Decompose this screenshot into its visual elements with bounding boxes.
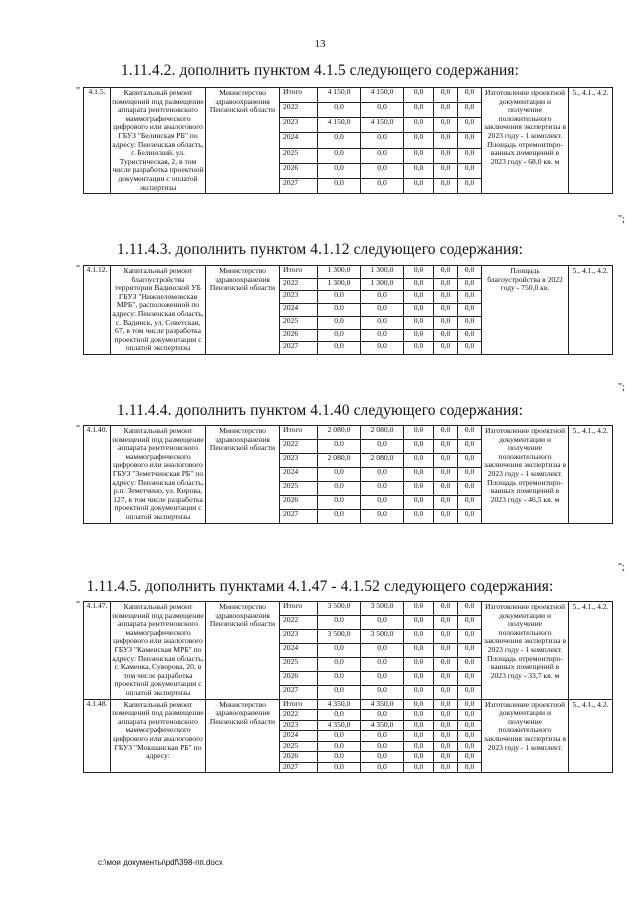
amount-cell: 0,0 <box>318 643 361 657</box>
amount-cell: 2 080,0 <box>361 426 404 440</box>
amount-cell: 0,0 <box>434 148 458 163</box>
table-body <box>84 88 613 194</box>
amount-cell: 0,0 <box>404 453 434 467</box>
amount-cell: 0,0 <box>361 342 404 355</box>
amount-cell: 0,0 <box>361 731 404 742</box>
amount-cell: 0,0 <box>404 602 434 616</box>
amount-cell: 0,0 <box>318 752 361 763</box>
amount-cell: 4 150,0 <box>318 88 361 103</box>
amount-cell: 0,0 <box>458 148 482 163</box>
amount-cell: 2 080,0 <box>318 426 361 440</box>
amount-cell: 0,0 <box>404 685 434 699</box>
amount-cell: 0,0 <box>404 163 434 178</box>
item-indicator-link: 5., 4.1., 4.2. <box>569 88 613 194</box>
amount-cell: 1 300,0 <box>361 278 404 291</box>
program-table <box>83 601 613 773</box>
amount-cell: 0,0 <box>458 291 482 304</box>
amount-cell: 0,0 <box>434 133 458 148</box>
amount-cell: 0,0 <box>361 148 404 163</box>
amount-cell: 0,0 <box>434 163 458 178</box>
amount-cell: 0,0 <box>434 762 458 773</box>
amount-cell: 0,0 <box>318 509 361 523</box>
amount-cell: 0,0 <box>458 178 482 193</box>
amount-cell: 0,0 <box>434 495 458 509</box>
amount-cell: 0,0 <box>361 762 404 773</box>
amount-cell: 0,0 <box>434 291 458 304</box>
amount-cell: 0,0 <box>458 615 482 629</box>
amount-cell: 0,0 <box>458 495 482 509</box>
amount-cell: 0,0 <box>458 342 482 355</box>
close-quote-mark: "; <box>618 562 625 573</box>
amount-cell: 0,0 <box>404 657 434 671</box>
amount-cell: 3 500,0 <box>361 629 404 643</box>
amount-cell: 0,0 <box>361 163 404 178</box>
item-indicator-link: 5., 4.1., 4.2. <box>569 602 613 700</box>
amount-cell: 0,0 <box>404 509 434 523</box>
year-cell: 2027 <box>280 178 318 193</box>
year-cell: 2025 <box>280 657 318 671</box>
amount-cell: 0,0 <box>318 657 361 671</box>
open-quote-mark: " <box>76 86 81 97</box>
amount-cell: 0,0 <box>404 133 434 148</box>
amount-cell: 0,0 <box>404 699 434 710</box>
amount-cell: 0,0 <box>404 643 434 657</box>
amount-cell: 0,0 <box>318 178 361 193</box>
close-quote-mark: "; <box>618 382 625 393</box>
item-code: 4.1.5. <box>84 88 111 194</box>
year-cell: 2025 <box>280 148 318 163</box>
amount-cell: 0,0 <box>404 439 434 453</box>
amount-cell: 0,0 <box>404 752 434 763</box>
year-cell: 2022 <box>280 278 318 291</box>
amount-cell: 0,0 <box>458 266 482 279</box>
table-body <box>84 426 613 524</box>
amount-cell: 0,0 <box>318 741 361 752</box>
year-cell: 2022 <box>280 439 318 453</box>
amount-cell: 0,0 <box>318 133 361 148</box>
section-heading: 1.11.4.4. дополнить пунктом 4.1.40 следующего содержания: <box>117 402 523 419</box>
year-cell: 2025 <box>280 316 318 329</box>
amount-cell: 0,0 <box>361 329 404 342</box>
amount-cell: 0,0 <box>318 615 361 629</box>
amount-cell: 0,0 <box>404 304 434 317</box>
amount-cell: 1 300,0 <box>318 266 361 279</box>
amount-cell: 0,0 <box>318 762 361 773</box>
amount-cell: 0,0 <box>318 710 361 721</box>
amount-cell: 4 350,0 <box>318 699 361 710</box>
amount-cell: 0,0 <box>361 615 404 629</box>
year-cell: 2023 <box>280 720 318 731</box>
amount-cell: 0,0 <box>404 720 434 731</box>
item-result: Изготовление проектной документации и получение положительного заключения экспертизы в 2023 году - 1 комплект. Площадь отремонтиро- ванных помещений в 2023 году - 33,7 кв. м <box>482 602 569 700</box>
amount-cell: 0,0 <box>434 602 458 616</box>
amount-cell: 0,0 <box>434 316 458 329</box>
amount-cell: 0,0 <box>404 629 434 643</box>
open-quote-mark: " <box>76 424 81 435</box>
table-row <box>84 602 613 616</box>
year-cell: 2026 <box>280 495 318 509</box>
item-result: Изготовление проектной документации и получение положительного заключения экспертизы в 2023 году - 1 комплект. Площадь отремонтиро- ванных помещений в 2023 году - 46,5 кв. м <box>482 426 569 524</box>
year-cell: 2026 <box>280 671 318 685</box>
year-cell: Итого <box>280 88 318 103</box>
amount-cell: 0,0 <box>318 481 361 495</box>
amount-cell: 0,0 <box>361 291 404 304</box>
amount-cell: 0,0 <box>458 741 482 752</box>
amount-cell: 0,0 <box>434 118 458 133</box>
item-executor: Министерство здравоохранения Пензенской области <box>206 88 280 194</box>
amount-cell: 0,0 <box>434 720 458 731</box>
amount-cell: 0,0 <box>404 731 434 742</box>
amount-cell: 0,0 <box>434 629 458 643</box>
amount-cell: 4 150,0 <box>361 88 404 103</box>
item-code: 4.1.12. <box>84 266 111 355</box>
amount-cell: 0,0 <box>318 495 361 509</box>
close-quote-mark: "; <box>618 214 625 225</box>
amount-cell: 0,0 <box>434 710 458 721</box>
amount-cell: 2 080,0 <box>361 453 404 467</box>
year-cell: 2027 <box>280 342 318 355</box>
year-cell: 2025 <box>280 741 318 752</box>
year-cell: 2024 <box>280 467 318 481</box>
amount-cell: 4 350,0 <box>361 720 404 731</box>
amount-cell: 0,0 <box>434 453 458 467</box>
open-quote-mark: " <box>76 600 81 611</box>
year-cell: 2027 <box>280 685 318 699</box>
amount-cell: 0,0 <box>458 329 482 342</box>
amount-cell: 0,0 <box>404 615 434 629</box>
amount-cell: 0,0 <box>318 342 361 355</box>
amount-cell: 0,0 <box>404 103 434 118</box>
year-cell: Итого <box>280 266 318 279</box>
amount-cell: 4 150,0 <box>361 118 404 133</box>
item-code: 4.1.47. <box>84 602 111 700</box>
program-table <box>83 425 613 524</box>
table-body <box>84 266 613 355</box>
amount-cell: 0,0 <box>361 509 404 523</box>
year-cell: 2024 <box>280 643 318 657</box>
amount-cell: 0,0 <box>458 163 482 178</box>
table-row <box>84 266 613 279</box>
amount-cell: 0,0 <box>434 699 458 710</box>
amount-cell: 0,0 <box>458 103 482 118</box>
item-description: Капитальный ремонт помещений под размещение аппарата рентгеновского маммографического цифрового или аналогового ГБУЗ "Каменская МРБ" по адресу: Пензенская область, г. Каменка, Суворова, 20, в том числе разработка проектной документации с оплатой экспертизы <box>111 602 206 700</box>
section-heading: 1.11.4.5. дополнить пунктами 4.1.47 - 4.1.52 следующего содержания: <box>86 578 554 595</box>
amount-cell: 0,0 <box>404 710 434 721</box>
amount-cell: 0,0 <box>434 657 458 671</box>
year-cell: 2022 <box>280 710 318 721</box>
amount-cell: 0,0 <box>318 671 361 685</box>
amount-cell: 0,0 <box>458 720 482 731</box>
year-cell: 2026 <box>280 163 318 178</box>
item-description: Капитальный ремонт помещений под размещение аппарата рентгеновского маммографического цифрового или аналогового ГБУЗ "Белинская РБ" по адресу: Пензенская область, г. Белинский, ул. Туристическая, 2, в том числе разработка проектной документации с оплатой экспертизы <box>111 88 206 194</box>
year-cell: 2023 <box>280 291 318 304</box>
item-code: 4.1.48. <box>84 699 111 773</box>
program-table <box>83 265 613 355</box>
item-code: 4.1.40. <box>84 426 111 524</box>
year-cell: 2023 <box>280 629 318 643</box>
amount-cell: 0,0 <box>434 752 458 763</box>
amount-cell: 0,0 <box>458 481 482 495</box>
year-cell: 2026 <box>280 752 318 763</box>
amount-cell: 0,0 <box>458 133 482 148</box>
amount-cell: 0,0 <box>318 316 361 329</box>
amount-cell: 0,0 <box>458 602 482 616</box>
item-description: Капитальный ремонт благоустройства территории Вадинской УБ ГБУЗ "Нижнеломовская МРБ", расположенной по адресу: Пензенская область, с. Вадинск, ул. Советская, 67, в том числе разработка проектной документации с оплатой экспертизы <box>111 266 206 355</box>
open-quote-mark: " <box>76 264 81 275</box>
amount-cell: 0,0 <box>458 699 482 710</box>
amount-cell: 0,0 <box>361 304 404 317</box>
amount-cell: 0,0 <box>434 685 458 699</box>
amount-cell: 0,0 <box>434 615 458 629</box>
amount-cell: 0,0 <box>318 304 361 317</box>
footer-file-path: c:\мои документы\pdf\398-пп.docx <box>98 858 223 867</box>
year-cell: 2022 <box>280 103 318 118</box>
amount-cell: 0,0 <box>458 752 482 763</box>
amount-cell: 0,0 <box>361 316 404 329</box>
amount-cell: 0,0 <box>361 671 404 685</box>
amount-cell: 2 080,0 <box>318 453 361 467</box>
page-number: 13 <box>314 38 326 50</box>
item-result: Изготовление проектной документации и получение положительного заключения экспертизы в 2023 году - 1 комплект. <box>482 699 569 773</box>
amount-cell: 0,0 <box>361 439 404 453</box>
year-cell: 2024 <box>280 304 318 317</box>
amount-cell: 0,0 <box>361 657 404 671</box>
amount-cell: 0,0 <box>404 671 434 685</box>
amount-cell: 0,0 <box>434 731 458 742</box>
amount-cell: 0,0 <box>434 342 458 355</box>
amount-cell: 0,0 <box>404 266 434 279</box>
amount-cell: 0,0 <box>361 481 404 495</box>
amount-cell: 0,0 <box>458 731 482 742</box>
amount-cell: 0,0 <box>458 88 482 103</box>
amount-cell: 0,0 <box>458 629 482 643</box>
amount-cell: 0,0 <box>361 495 404 509</box>
amount-cell: 0,0 <box>361 752 404 763</box>
year-cell: 2027 <box>280 509 318 523</box>
amount-cell: 0,0 <box>404 342 434 355</box>
amount-cell: 3 500,0 <box>318 629 361 643</box>
amount-cell: 0,0 <box>318 685 361 699</box>
amount-cell: 0,0 <box>458 278 482 291</box>
amount-cell: 4 350,0 <box>361 699 404 710</box>
amount-cell: 0,0 <box>361 133 404 148</box>
amount-cell: 0,0 <box>434 671 458 685</box>
year-cell: 2023 <box>280 453 318 467</box>
amount-cell: 0,0 <box>458 657 482 671</box>
year-cell: 2024 <box>280 133 318 148</box>
amount-cell: 0,0 <box>434 643 458 657</box>
amount-cell: 0,0 <box>458 439 482 453</box>
year-cell: 2022 <box>280 615 318 629</box>
amount-cell: 0,0 <box>404 118 434 133</box>
amount-cell: 0,0 <box>434 439 458 453</box>
amount-cell: 0,0 <box>404 88 434 103</box>
amount-cell: 0,0 <box>458 509 482 523</box>
table-body <box>84 602 613 773</box>
amount-cell: 0,0 <box>434 329 458 342</box>
amount-cell: 0,0 <box>361 103 404 118</box>
amount-cell: 0,0 <box>404 495 434 509</box>
year-cell: 2024 <box>280 731 318 742</box>
year-cell: Итого <box>280 699 318 710</box>
table-row <box>84 88 613 103</box>
item-result: Изготовление проектной документации и получение положительного заключения экспертизы в 2023 году - 1 комплект. Площадь отремонтиро- ванных помещений в 2023 году - 68,0 кв. м <box>482 88 569 194</box>
amount-cell: 3 500,0 <box>361 602 404 616</box>
amount-cell: 4 350,0 <box>318 720 361 731</box>
amount-cell: 0,0 <box>458 118 482 133</box>
amount-cell: 0,0 <box>458 685 482 699</box>
year-cell: Итого <box>280 602 318 616</box>
amount-cell: 3 500,0 <box>318 602 361 616</box>
amount-cell: 0,0 <box>458 467 482 481</box>
amount-cell: 0,0 <box>318 329 361 342</box>
amount-cell: 0,0 <box>434 278 458 291</box>
amount-cell: 0,0 <box>434 266 458 279</box>
amount-cell: 0,0 <box>404 178 434 193</box>
amount-cell: 0,0 <box>434 741 458 752</box>
amount-cell: 0,0 <box>404 741 434 752</box>
amount-cell: 0,0 <box>318 163 361 178</box>
item-executor: Министерство здравоохранения Пензенской области <box>206 699 280 773</box>
amount-cell: 0,0 <box>458 643 482 657</box>
amount-cell: 0,0 <box>318 731 361 742</box>
amount-cell: 0,0 <box>458 304 482 317</box>
amount-cell: 0,0 <box>404 762 434 773</box>
year-cell: 2026 <box>280 329 318 342</box>
amount-cell: 0,0 <box>318 467 361 481</box>
amount-cell: 0,0 <box>361 710 404 721</box>
program-table <box>83 87 613 194</box>
amount-cell: 0,0 <box>434 467 458 481</box>
item-description: Капитальный ремонт помещений под размещение аппарата рентгеновского маммографического цифрового или аналогового ГБУЗ "Земетчинская РБ" по адресу: Пензенская область, р.п. Земетчино, ул. Кирова, 127, в том числе разработка проектной документации с оплатой экспертизы <box>111 426 206 524</box>
amount-cell: 0,0 <box>458 710 482 721</box>
amount-cell: 0,0 <box>458 453 482 467</box>
year-cell: 2023 <box>280 118 318 133</box>
amount-cell: 0,0 <box>361 467 404 481</box>
amount-cell: 4 150,0 <box>318 118 361 133</box>
amount-cell: 0,0 <box>434 88 458 103</box>
amount-cell: 0,0 <box>434 304 458 317</box>
amount-cell: 0,0 <box>404 148 434 163</box>
amount-cell: 0,0 <box>404 291 434 304</box>
amount-cell: 0,0 <box>404 316 434 329</box>
item-executor: Министерство здравоохранения Пензенской области <box>206 426 280 524</box>
item-indicator-link: 5., 4.1., 4.2. <box>569 426 613 524</box>
table-row <box>84 426 613 440</box>
amount-cell: 0,0 <box>404 278 434 291</box>
year-cell: 2027 <box>280 762 318 773</box>
amount-cell: 0,0 <box>404 481 434 495</box>
amount-cell: 0,0 <box>458 762 482 773</box>
item-executor: Министерство здравоохранения Пензенской области <box>206 602 280 700</box>
amount-cell: 0,0 <box>434 103 458 118</box>
amount-cell: 0,0 <box>361 685 404 699</box>
amount-cell: 0,0 <box>318 103 361 118</box>
amount-cell: 0,0 <box>434 509 458 523</box>
amount-cell: 0,0 <box>458 316 482 329</box>
year-cell: Итого <box>280 426 318 440</box>
item-indicator-link: 5., 4.1., 4.2. <box>569 699 613 773</box>
amount-cell: 0,0 <box>318 439 361 453</box>
item-result: Площадь благоустройства в 2022 году - 750,0 кв. <box>482 266 569 355</box>
amount-cell: 0,0 <box>361 643 404 657</box>
item-indicator-link: 5., 4.1., 4.2. <box>569 266 613 355</box>
amount-cell: 0,0 <box>404 329 434 342</box>
item-executor: Министерство здравоохранения Пензенской области <box>206 266 280 355</box>
amount-cell: 0,0 <box>361 178 404 193</box>
amount-cell: 0,0 <box>318 148 361 163</box>
amount-cell: 0,0 <box>434 178 458 193</box>
amount-cell: 1 300,0 <box>318 278 361 291</box>
year-cell: 2025 <box>280 481 318 495</box>
amount-cell: 0,0 <box>434 481 458 495</box>
amount-cell: 0,0 <box>361 741 404 752</box>
amount-cell: 1 300,0 <box>361 266 404 279</box>
amount-cell: 0,0 <box>404 467 434 481</box>
amount-cell: 0,0 <box>318 291 361 304</box>
section-heading: 1.11.4.2. дополнить пунктом 4.1.5 следующего содержания: <box>120 62 520 79</box>
amount-cell: 0,0 <box>434 426 458 440</box>
item-description: Капитальный ремонт помещений под размещение аппарата рентгеновского маммографического цифрового или аналогового ГБУЗ "Мокшанская РБ" по адресу: <box>111 699 206 773</box>
amount-cell: 0,0 <box>458 671 482 685</box>
amount-cell: 0,0 <box>404 426 434 440</box>
table-row <box>84 699 613 710</box>
amount-cell: 0,0 <box>458 426 482 440</box>
section-heading: 1.11.4.3. дополнить пунктом 4.1.12 следующего содержания: <box>117 241 523 258</box>
